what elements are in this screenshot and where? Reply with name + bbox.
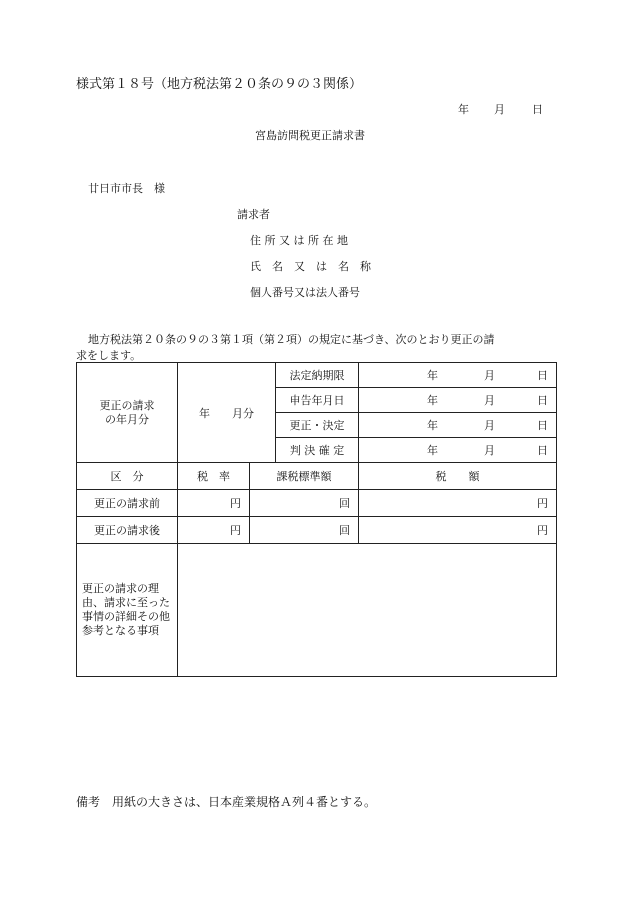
rate-after-input[interactable]: 円 bbox=[178, 517, 250, 544]
date-year-label: 年 bbox=[458, 103, 469, 116]
date-row-value[interactable]: 年 月 日 bbox=[359, 438, 557, 463]
body-text-line2: 求をします。 bbox=[76, 349, 142, 362]
date-row-label: 申告年月日 bbox=[276, 388, 359, 413]
requester-label: 請求者 bbox=[237, 208, 270, 221]
date-row-label: 更正・決定 bbox=[276, 413, 359, 438]
requester-name-label: 氏 名 又 は 名 称 bbox=[250, 260, 371, 273]
row-label-before: 更正の請求前 bbox=[77, 490, 178, 517]
date-row-value[interactable]: 年 月 日 bbox=[359, 363, 557, 388]
date-row-value[interactable]: 年 月 日 bbox=[359, 413, 557, 438]
amount-after-input[interactable]: 円 bbox=[359, 517, 557, 544]
period-value-cell[interactable]: 年 月分 bbox=[178, 363, 276, 463]
period-label-cell: 更正の請求 の年月分 bbox=[77, 363, 178, 463]
addressee: 廿日市市長 様 bbox=[88, 182, 165, 195]
date-month-label: 月 bbox=[494, 103, 505, 116]
reason-input[interactable] bbox=[178, 544, 557, 677]
requester-number-label: 個人番号又は法人番号 bbox=[250, 286, 360, 299]
footnote: 備考 用紙の大きさは、日本産業規格Ａ列４番とする。 bbox=[76, 795, 377, 809]
base-before-input[interactable]: 回 bbox=[250, 490, 359, 517]
form-number: 様式第１８号（地方税法第２０条の９の３関係） bbox=[76, 77, 363, 92]
date-row-label: 判 決 確 定 bbox=[276, 438, 359, 463]
date-row-label: 法定納期限 bbox=[276, 363, 359, 388]
body-text-line1: 地方税法第２０条の９の３第１項（第２項）の規定に基づき、次のとおり更正の請 bbox=[88, 333, 495, 346]
row-label-after: 更正の請求後 bbox=[77, 517, 178, 544]
requester-address-label: 住 所 又 は 所 在 地 bbox=[250, 234, 348, 247]
col-header-amount: 税 額 bbox=[359, 463, 557, 490]
col-header-rate: 税 率 bbox=[178, 463, 250, 490]
amount-before-input[interactable]: 円 bbox=[359, 490, 557, 517]
form-table bbox=[76, 362, 557, 677]
col-header-base: 課税標準額 bbox=[250, 463, 359, 490]
date-day-label: 日 bbox=[532, 103, 543, 116]
base-after-input[interactable]: 回 bbox=[250, 517, 359, 544]
reason-label: 更正の請求の理由、請求に至った事情の詳細その他参考となる事項 bbox=[77, 544, 178, 677]
document-title: 宮島訪問税更正請求書 bbox=[255, 129, 365, 142]
rate-before-input[interactable]: 円 bbox=[178, 490, 250, 517]
col-header-kubun: 区 分 bbox=[77, 463, 178, 490]
date-row-value[interactable]: 年 月 日 bbox=[359, 388, 557, 413]
